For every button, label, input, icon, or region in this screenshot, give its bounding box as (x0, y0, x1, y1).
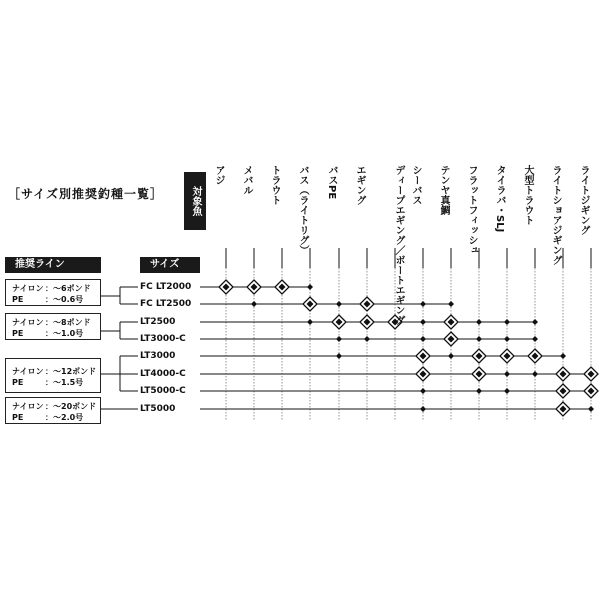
species-label: バスPE (326, 165, 337, 200)
compatible-marker (336, 301, 342, 307)
compatible-marker (476, 336, 482, 342)
species-label: ライトジギング (578, 165, 589, 235)
nylon-label: ナイロン (12, 367, 44, 376)
compatible-marker (476, 388, 482, 394)
nylon-spec: ：～20ポンド (45, 402, 97, 411)
species-label: 大型トラウト (522, 165, 533, 225)
species-label: アジ (213, 165, 224, 185)
size-label: LT3000-C (140, 333, 189, 345)
compatible-marker (560, 353, 566, 359)
species-label: バス（ライトリグ） (297, 165, 308, 255)
compatible-marker (420, 406, 426, 412)
compatible-marker (336, 353, 342, 359)
compatible-marker (532, 336, 538, 342)
compatible-marker (336, 336, 342, 342)
pe-label: PE (12, 378, 24, 387)
line-spec-box (5, 279, 101, 306)
species-label: メバル (241, 165, 252, 195)
size-label: LT5000-C (140, 385, 189, 397)
species-label: タイラバ・SLJ (494, 165, 505, 233)
nylon-label: ナイロン (12, 318, 44, 327)
compatible-marker (588, 406, 594, 412)
species-label: トラウト (269, 165, 280, 205)
line-spec-box (5, 358, 101, 393)
size-label: LT3000 (140, 350, 178, 362)
size-label: LT2500 (140, 316, 178, 328)
compatible-marker (420, 388, 426, 394)
pe-spec: ：～0.6号 (45, 295, 84, 304)
size-label: FC LT2500 (140, 298, 194, 310)
compatible-marker (448, 301, 454, 307)
recommended-line-header: 推奨ライン (5, 257, 101, 273)
compatible-marker (532, 319, 538, 325)
line-spec-box (5, 313, 101, 340)
compatible-marker (448, 353, 454, 359)
size-header: サイズ (140, 257, 200, 273)
line-spec-box (5, 397, 101, 424)
compatible-marker (504, 388, 510, 394)
pe-spec: ：～2.0号 (45, 413, 84, 422)
nylon-spec: ：～8ポンド (45, 318, 91, 327)
compatible-marker (251, 301, 257, 307)
pe-label: PE (12, 413, 24, 422)
target-fish-header: 対象魚 (184, 172, 206, 230)
compatible-marker (364, 336, 370, 342)
compatible-marker (307, 319, 313, 325)
pe-spec: ：～1.5号 (45, 378, 84, 387)
compatible-marker (532, 371, 538, 377)
size-label: FC LT2000 (140, 281, 194, 293)
nylon-spec: ：～6ポンド (45, 284, 91, 293)
compatible-marker (476, 319, 482, 325)
species-label: ディープエギング／ボートエギング (393, 165, 404, 325)
species-label: シーバス (410, 165, 421, 205)
nylon-spec: ：～12ポンド (45, 367, 97, 376)
size-label: LT5000 (140, 403, 178, 415)
pe-label: PE (12, 295, 24, 304)
size-label: LT4000-C (140, 368, 189, 380)
species-label: ライトショアジギング (550, 165, 561, 265)
compatible-marker (420, 336, 426, 342)
compatible-marker (504, 319, 510, 325)
pe-spec: ：～1.0号 (45, 329, 84, 338)
species-label: フラットフィッシュ (466, 165, 477, 255)
species-label: エギング (354, 165, 365, 205)
page-title: ［サイズ別推奨釣種一覧］ (8, 187, 164, 201)
compatible-marker (504, 336, 510, 342)
compatible-marker (420, 319, 426, 325)
compatible-marker (420, 301, 426, 307)
species-label: テンヤ真鯛 (438, 165, 449, 215)
nylon-label: ナイロン (12, 284, 44, 293)
compatible-marker (504, 371, 510, 377)
nylon-label: ナイロン (12, 402, 44, 411)
compatible-marker (307, 284, 313, 290)
pe-label: PE (12, 329, 24, 338)
